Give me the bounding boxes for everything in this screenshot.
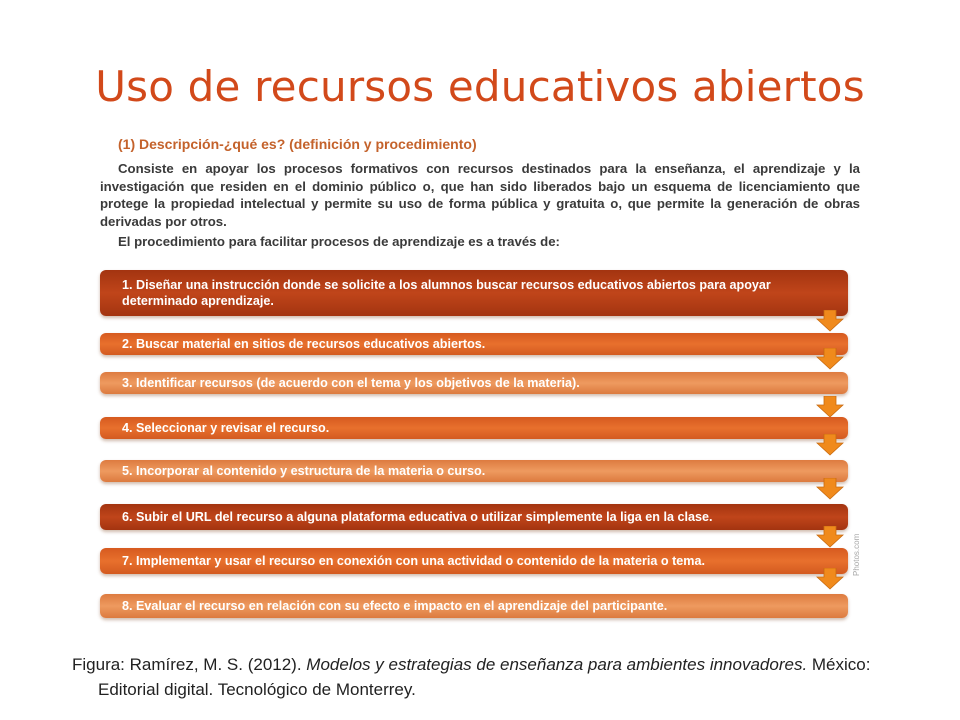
watermark: Photos.com	[852, 533, 861, 576]
section-heading: (1) Descripción-¿qué es? (definición y procedimiento)	[118, 136, 477, 152]
step-6-label: 6. Subir el URL del recurso a alguna plataforma educativa o utilizar simplemente la liga en la clase.	[122, 510, 713, 524]
caption-suffix: México: Editorial digital. Tecnológico de Monterrey.	[98, 655, 871, 699]
down-arrow-icon	[816, 526, 844, 548]
step-4	[100, 417, 848, 439]
procedure-figure	[96, 128, 872, 632]
step-8-label: 8. Evaluar el recurso en relación con su efecto e impacto en el aprendizaje del participante.	[122, 599, 668, 613]
down-arrow-icon	[816, 478, 844, 500]
step-2	[100, 333, 848, 355]
step-5	[100, 460, 848, 482]
step-1	[100, 270, 848, 316]
step-7	[100, 548, 848, 574]
step-6	[100, 504, 848, 530]
step-4-label: 4. Seleccionar y revisar el recurso.	[122, 421, 330, 435]
step-8	[100, 594, 848, 618]
down-arrow-icon	[816, 568, 844, 590]
down-arrow-icon	[816, 310, 844, 332]
caption-prefix: Figura: Ramírez, M. S. (2012).	[72, 655, 307, 674]
procedure-intro: El procedimiento para facilitar procesos de aprendizaje es a través de:	[118, 234, 560, 249]
slide-title: Uso de recursos educativos abiertos	[95, 62, 865, 111]
down-arrow-icon	[816, 434, 844, 456]
figure-caption	[72, 652, 918, 702]
down-arrow-icon	[816, 348, 844, 370]
step-7-label: 7. Implementar y usar el recurso en conexión con una actividad o contenido de la materia o tema.	[122, 554, 705, 568]
intro-paragraph: Consiste en apoyar los procesos formativos con recursos destinados para la enseñanza, el aprendizaje y la investigación que residen en el dominio público o, que han sido liberados bajo un esquema de licenciamiento que protege la propiedad intelectual y permite su uso de forma pública y gratuita o, que permite la generación de obras derivadas por otros.	[100, 161, 860, 229]
step-3-label: 3. Identificar recursos (de acuerdo con el tema y los objetivos de la materia).	[122, 376, 580, 390]
step-3	[100, 372, 848, 394]
step-2-label: 2. Buscar material en sitios de recursos educativos abiertos.	[122, 337, 486, 351]
caption-book-title: Modelos y estrategias de enseñanza para ambientes innovadores.	[306, 655, 808, 674]
step-5-label: 5. Incorporar al contenido y estructura de la materia o curso.	[122, 464, 486, 478]
down-arrow-icon	[816, 396, 844, 418]
step-1-label: 1. Diseñar una instrucción donde se solicite a los alumnos buscar recursos educativos abiertos para apoyar determinado aprendizaje.	[122, 278, 771, 308]
